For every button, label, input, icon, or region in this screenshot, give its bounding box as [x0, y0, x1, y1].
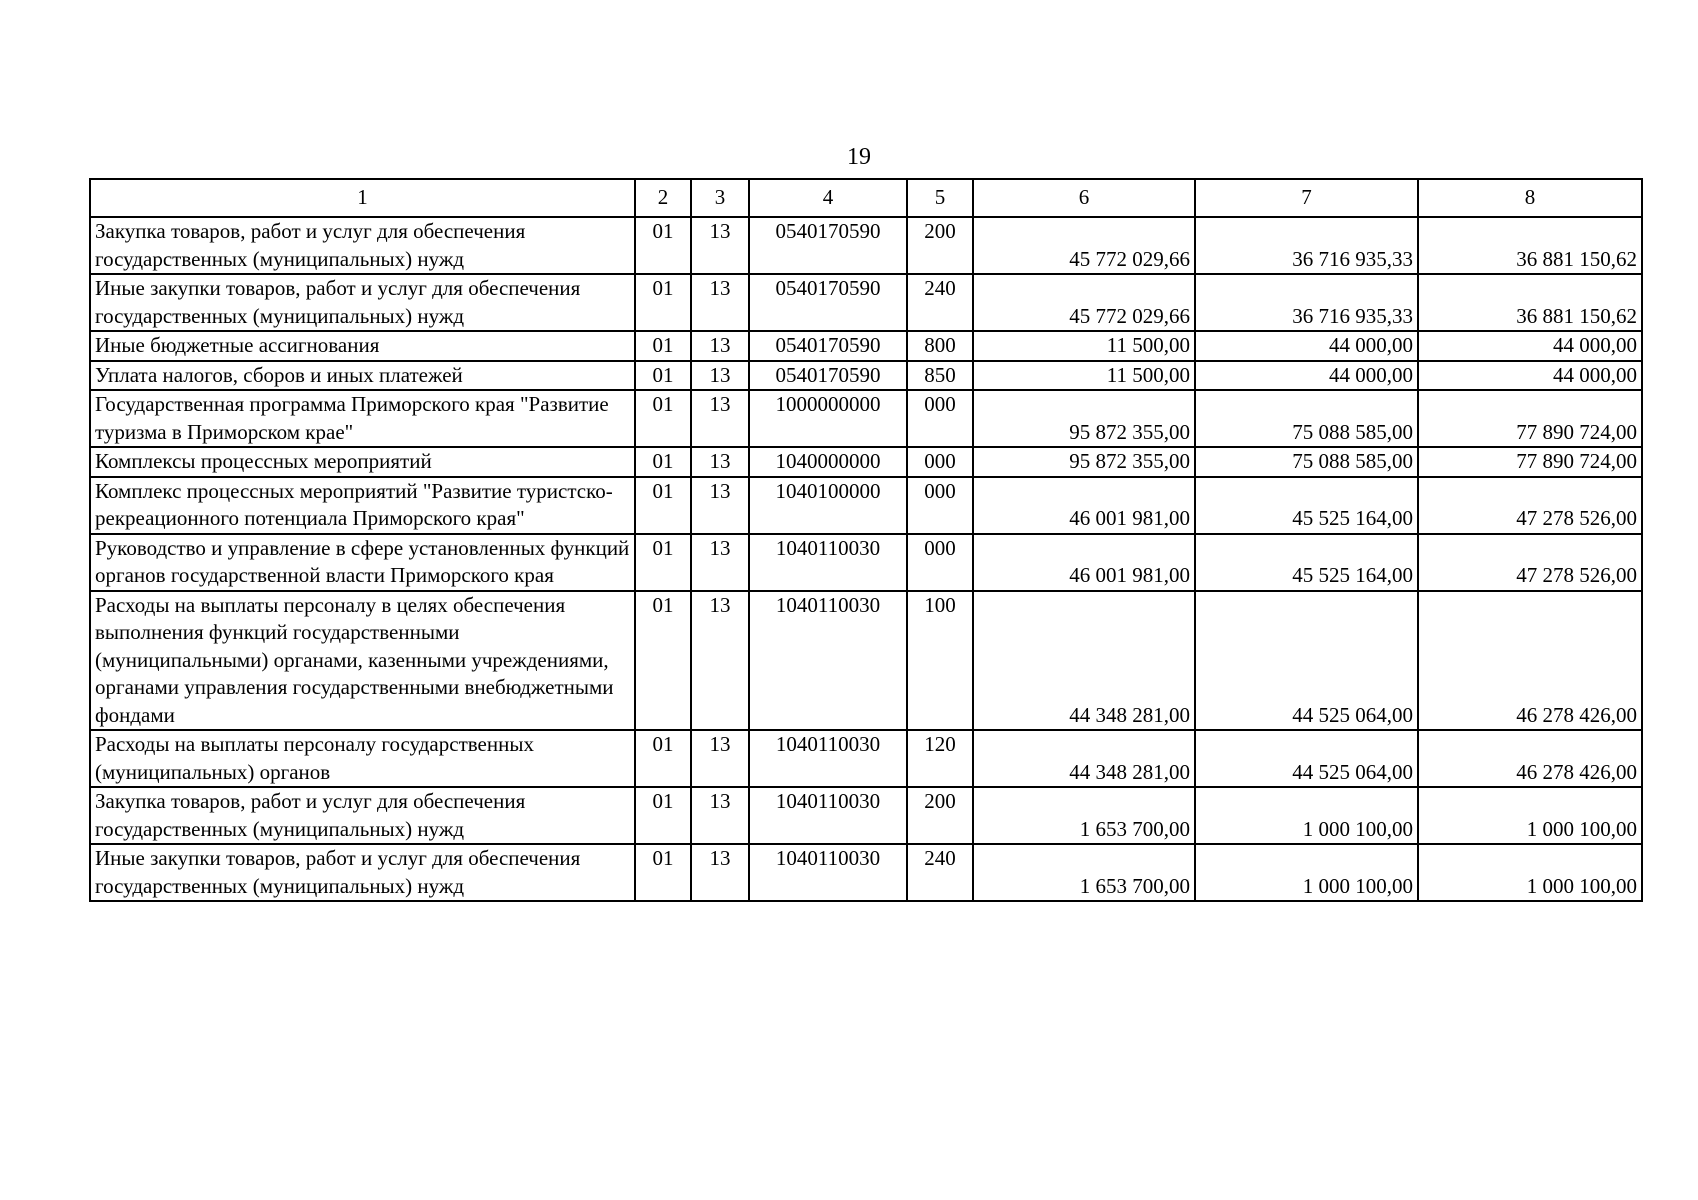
amount-col6: 46 001 981,00 [973, 477, 1195, 534]
section-code: 01 [635, 447, 691, 477]
column-header: 2 [635, 179, 691, 217]
subsection-code: 13 [691, 730, 749, 787]
amount-col6: 11 500,00 [973, 331, 1195, 361]
expense-name: Расходы на выплаты персоналу государственных (муниципальных) органов [90, 730, 635, 787]
amount-col6: 1 653 700,00 [973, 844, 1195, 901]
table-row [90, 390, 1642, 447]
target-article-code: 1000000000 [749, 390, 907, 447]
amount-col8: 47 278 526,00 [1418, 477, 1642, 534]
amount-col6: 46 001 981,00 [973, 534, 1195, 591]
amount-col7: 36 716 935,33 [1195, 217, 1418, 274]
table-row [90, 477, 1642, 534]
target-article-code: 1040100000 [749, 477, 907, 534]
table-row [90, 217, 1642, 274]
amount-col7: 45 525 164,00 [1195, 477, 1418, 534]
expense-type-code: 100 [907, 591, 973, 731]
expense-type-code: 200 [907, 787, 973, 844]
expense-name: Уплата налогов, сборов и иных платежей [90, 361, 635, 391]
amount-col8: 77 890 724,00 [1418, 447, 1642, 477]
amount-col7: 36 716 935,33 [1195, 274, 1418, 331]
amount-col8: 77 890 724,00 [1418, 390, 1642, 447]
table-row [90, 274, 1642, 331]
table-row [90, 331, 1642, 361]
subsection-code: 13 [691, 331, 749, 361]
target-article-code: 1040110030 [749, 534, 907, 591]
amount-col6: 95 872 355,00 [973, 447, 1195, 477]
column-header: 7 [1195, 179, 1418, 217]
amount-col6: 45 772 029,66 [973, 274, 1195, 331]
table-row [90, 534, 1642, 591]
column-header: 4 [749, 179, 907, 217]
target-article-code: 1040110030 [749, 844, 907, 901]
budget-table [89, 178, 1643, 902]
page-number: 19 [847, 144, 871, 170]
amount-col8: 36 881 150,62 [1418, 217, 1642, 274]
table-row [90, 361, 1642, 391]
expense-name: Закупка товаров, работ и услуг для обеспечения государственных (муниципальных) нужд [90, 217, 635, 274]
column-header: 6 [973, 179, 1195, 217]
expense-name: Закупка товаров, работ и услуг для обеспечения государственных (муниципальных) нужд [90, 787, 635, 844]
amount-col7: 44 525 064,00 [1195, 591, 1418, 731]
section-code: 01 [635, 331, 691, 361]
column-header: 1 [90, 179, 635, 217]
table-row [90, 591, 1642, 731]
section-code: 01 [635, 787, 691, 844]
section-code: 01 [635, 361, 691, 391]
amount-col7: 45 525 164,00 [1195, 534, 1418, 591]
column-header: 3 [691, 179, 749, 217]
table-row [90, 844, 1642, 901]
subsection-code: 13 [691, 591, 749, 731]
amount-col6: 44 348 281,00 [973, 591, 1195, 731]
section-code: 01 [635, 390, 691, 447]
section-code: 01 [635, 730, 691, 787]
expense-name: Руководство и управление в сфере установленных функций органов государственной власти Приморского края [90, 534, 635, 591]
target-article-code: 1040110030 [749, 787, 907, 844]
amount-col8: 1 000 100,00 [1418, 787, 1642, 844]
amount-col8: 36 881 150,62 [1418, 274, 1642, 331]
amount-col7: 1 000 100,00 [1195, 787, 1418, 844]
amount-col6: 1 653 700,00 [973, 787, 1195, 844]
section-code: 01 [635, 591, 691, 731]
subsection-code: 13 [691, 390, 749, 447]
table-row [90, 447, 1642, 477]
subsection-code: 13 [691, 787, 749, 844]
amount-col7: 75 088 585,00 [1195, 447, 1418, 477]
target-article-code: 0540170590 [749, 361, 907, 391]
expense-type-code: 800 [907, 331, 973, 361]
amount-col7: 1 000 100,00 [1195, 844, 1418, 901]
subsection-code: 13 [691, 844, 749, 901]
subsection-code: 13 [691, 274, 749, 331]
expense-type-code: 120 [907, 730, 973, 787]
expense-name: Комплексы процессных мероприятий [90, 447, 635, 477]
section-code: 01 [635, 477, 691, 534]
expense-name: Государственная программа Приморского края "Развитие туризма в Приморском крае" [90, 390, 635, 447]
amount-col6: 11 500,00 [973, 361, 1195, 391]
amount-col8: 1 000 100,00 [1418, 844, 1642, 901]
amount-col8: 44 000,00 [1418, 361, 1642, 391]
expense-name: Комплекс процессных мероприятий "Развитие туристско-рекреационного потенциала Приморского края" [90, 477, 635, 534]
amount-col8: 44 000,00 [1418, 331, 1642, 361]
column-header: 5 [907, 179, 973, 217]
amount-col7: 75 088 585,00 [1195, 390, 1418, 447]
section-code: 01 [635, 217, 691, 274]
section-code: 01 [635, 844, 691, 901]
target-article-code: 1040110030 [749, 730, 907, 787]
target-article-code: 0540170590 [749, 274, 907, 331]
amount-col7: 44 525 064,00 [1195, 730, 1418, 787]
expense-type-code: 000 [907, 390, 973, 447]
column-header: 8 [1418, 179, 1642, 217]
amount-col8: 47 278 526,00 [1418, 534, 1642, 591]
amount-col6: 44 348 281,00 [973, 730, 1195, 787]
amount-col7: 44 000,00 [1195, 361, 1418, 391]
expense-name: Иные бюджетные ассигнования [90, 331, 635, 361]
expense-type-code: 240 [907, 844, 973, 901]
amount-col7: 44 000,00 [1195, 331, 1418, 361]
amount-col8: 46 278 426,00 [1418, 591, 1642, 731]
expense-type-code: 240 [907, 274, 973, 331]
expense-name: Иные закупки товаров, работ и услуг для обеспечения государственных (муниципальных) нужд [90, 844, 635, 901]
expense-type-code: 850 [907, 361, 973, 391]
target-article-code: 1040110030 [749, 591, 907, 731]
expense-type-code: 000 [907, 447, 973, 477]
expense-type-code: 200 [907, 217, 973, 274]
amount-col6: 95 872 355,00 [973, 390, 1195, 447]
subsection-code: 13 [691, 361, 749, 391]
target-article-code: 1040000000 [749, 447, 907, 477]
subsection-code: 13 [691, 447, 749, 477]
table-row [90, 730, 1642, 787]
table-row [90, 787, 1642, 844]
subsection-code: 13 [691, 477, 749, 534]
target-article-code: 0540170590 [749, 217, 907, 274]
header-row [90, 179, 1642, 217]
expense-type-code: 000 [907, 477, 973, 534]
subsection-code: 13 [691, 534, 749, 591]
subsection-code: 13 [691, 217, 749, 274]
amount-col8: 46 278 426,00 [1418, 730, 1642, 787]
expense-name: Расходы на выплаты персоналу в целях обеспечения выполнения функций государственными (муниципальными) органами, казенными учреждениями, органами управления государственными внебюджетными фондами [90, 591, 635, 731]
expense-name: Иные закупки товаров, работ и услуг для обеспечения государственных (муниципальных) нужд [90, 274, 635, 331]
expense-type-code: 000 [907, 534, 973, 591]
section-code: 01 [635, 274, 691, 331]
amount-col6: 45 772 029,66 [973, 217, 1195, 274]
target-article-code: 0540170590 [749, 331, 907, 361]
section-code: 01 [635, 534, 691, 591]
